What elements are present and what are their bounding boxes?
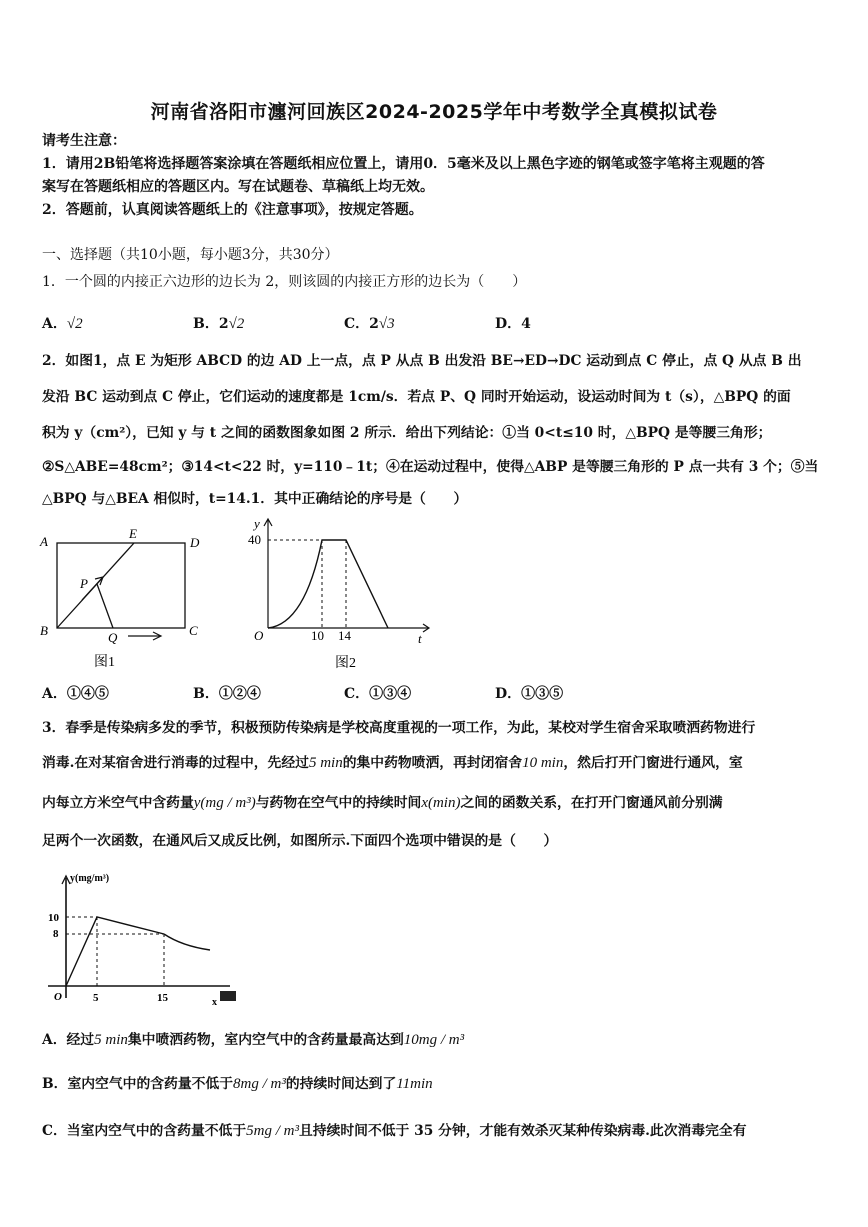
q2-option-c: C．①③④	[344, 686, 412, 702]
q2-option-a: A．①④⑤	[42, 686, 109, 702]
y-axis-label: y(mg/m³)	[70, 873, 110, 884]
q2-option-b: B．①②④	[193, 686, 261, 702]
label-c: C	[189, 623, 198, 638]
label-d: D	[190, 535, 200, 550]
tick-40: 40	[248, 532, 261, 547]
q1-option-c-value: √3	[378, 316, 395, 332]
tick-15: 15	[157, 992, 168, 1004]
q2-option-d: D．①③⑤	[495, 686, 564, 702]
q3-line-3: 内每立方米空气中含药量y(mg / m³)与药物在空气中的持续时间x(min)之间的函数关系，在打开门窗通风前分别满	[42, 795, 723, 811]
q1-option-b: B．2√2	[193, 316, 245, 332]
q1-option-b-value: √2	[228, 316, 245, 332]
function-graph	[268, 540, 388, 628]
notice-line-1: 1．请用2B铅笔将选择题答案涂填在答题纸相应位置上，请用0．5毫米及以上黑色字迹的钢笔或签字笔将主观题的答	[42, 156, 765, 172]
segment-pq	[97, 584, 113, 628]
q2-line-4: ②S△ABE=48cm²；③14<t<22 时，y=110﹣1t；④在运动过程中，使得△ABP 是等腰三角形的 P 点一共有 3 个；⑤当	[42, 459, 819, 475]
section-heading: 一、选择题（共10小题，每小题3分，共30分）	[42, 247, 339, 263]
x-axis-label: x	[212, 997, 217, 1008]
rectangle-abcd	[57, 543, 185, 628]
notice-line-2: 案写在答题纸相应的答题区内。写在试题卷、草稿纸上均无效。	[42, 179, 434, 195]
notice-heading: 请考生注意：	[42, 133, 126, 149]
q3-line-2: 消毒.在对某宿舍进行消毒的过程中，先经过5 min的集中药物喷洒，再封闭宿舍10 min，然后打开门窗进行通风，室	[42, 755, 743, 771]
q1-option-c: C．2√3	[344, 316, 395, 332]
scan-smudge	[220, 991, 236, 1001]
figure-1-caption: 图1	[94, 655, 115, 670]
q2-line-5: △BPQ 与△BEA 相似时，t=14.1．其中正确结论的序号是（ ）	[42, 491, 468, 507]
q2-line-1: 2．如图1，点 E 为矩形 ABCD 的边 AD 上一点，点 P 从点 B 出发沿 BE→ED→DC 运动到点 C 停止，点 Q 从点 B 出	[42, 353, 802, 369]
linear-segments	[66, 917, 164, 986]
label-q: Q	[108, 630, 118, 645]
q3-line-1: 3．春季是传染病多发的季节，积极预防传染病是学校高度重视的一项工作，为此，某校对学生宿舍采取喷洒药物进行	[42, 720, 756, 736]
page-title: 河南省洛阳市瀍河回族区2024-2025学年中考数学全真模拟试卷	[150, 101, 718, 123]
tick-14: 14	[338, 628, 351, 643]
tick-8: 8	[53, 928, 59, 940]
y-axis-label: y	[254, 516, 260, 531]
figure-2-caption: 图2	[335, 656, 356, 671]
inverse-curve	[164, 934, 210, 950]
tick-10: 10	[48, 912, 59, 924]
q3-option-a: A．经过5 min集中喷洒药物，室内空气中的含药量最高达到10mg / m³	[42, 1032, 465, 1048]
q2-line-3: 积为 y（cm²），已知 y 与 t 之间的函数图象如图 2 所示．给出下列结论：①当 0<t≤10 时，△BPQ 是等腰三角形；	[42, 425, 772, 441]
q1-option-a-value: √2	[66, 316, 83, 332]
q3-line-4: 足两个一次函数，在通风后又成反比例，如图所示.下面四个选项中错误的是（ ）	[42, 833, 558, 849]
q1-option-a: A．√2	[42, 316, 83, 332]
q1-stem: 1．一个圆的内接正六边形的边长为 2，则该圆的内接正方形的边长为（ ）	[42, 274, 527, 290]
origin-label: O	[54, 991, 62, 1003]
q2-figure-1	[36, 528, 216, 676]
q1-option-d: D．4	[495, 316, 531, 332]
q2-figure-2	[240, 512, 440, 676]
label-e: E	[129, 528, 137, 541]
q3-graph	[40, 866, 250, 1012]
q3-option-c: C．当室内空气中的含药量不低于5mg / m³且持续时间不低于 35 分钟，才能有效杀灭某种传染病毒.此次消毒完全有	[42, 1123, 747, 1139]
origin-label: O	[254, 628, 264, 643]
label-b: B	[40, 623, 48, 638]
q3-option-b: B．室内空气中的含药量不低于8mg / m³的持续时间达到了11min	[42, 1076, 433, 1092]
label-p: P	[80, 576, 88, 591]
tick-5: 5	[93, 992, 99, 1004]
notice-line-3: 2．答题前，认真阅读答题纸上的《注意事项》，按规定答题。	[42, 202, 423, 218]
q2-line-2: 发沿 BC 运动到点 C 停止，它们运动的速度都是 1cm/s．若点 P、Q 同时开始运动，设运动时间为 t（s），△BPQ 的面	[42, 389, 791, 405]
label-a: A	[40, 534, 48, 549]
x-axis-label: t	[418, 631, 422, 646]
tick-10: 10	[311, 628, 324, 643]
